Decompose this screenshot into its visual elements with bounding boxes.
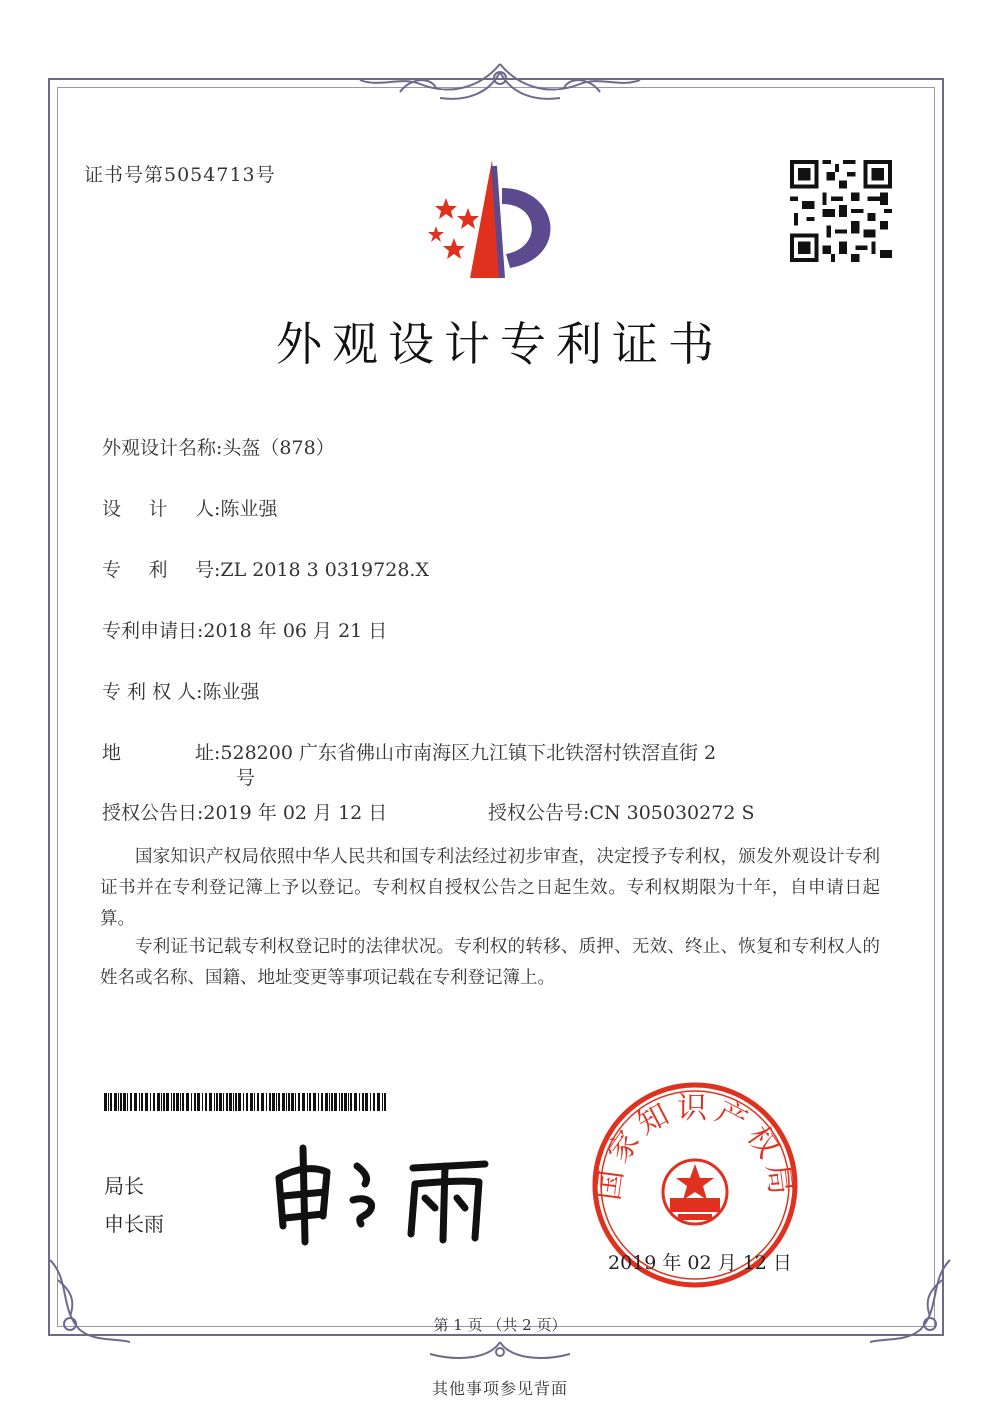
corner-ornament-bottom-left-icon — [40, 1250, 140, 1350]
barcode-bar — [197, 1093, 200, 1111]
barcode-bar — [216, 1093, 218, 1111]
barcode-bar — [365, 1093, 368, 1111]
barcode-bar — [362, 1093, 364, 1111]
barcode-bar — [377, 1093, 380, 1111]
barcode-bar — [194, 1093, 196, 1111]
barcode-bar — [209, 1093, 212, 1111]
barcode-bar — [157, 1093, 160, 1111]
barcode-bar — [261, 1093, 264, 1111]
field-label: 设 计 人 — [102, 498, 214, 520]
qr-code-icon — [790, 160, 892, 262]
field-value: 陈业强 — [202, 681, 260, 703]
barcode-bar — [214, 1093, 215, 1111]
page-number: 第 1 页 （共 2 页） — [433, 1316, 567, 1334]
field-label: 专利申请日: — [102, 620, 204, 642]
barcode-bar — [350, 1093, 352, 1111]
barcode-bar — [186, 1093, 189, 1111]
bottom-ornament-icon — [420, 1338, 580, 1368]
top-ornament-icon — [340, 58, 660, 108]
barcode-bar — [334, 1093, 337, 1111]
barcode-bar — [191, 1093, 192, 1111]
barcode-bar — [282, 1093, 285, 1111]
field-address-continued: 号 — [236, 767, 256, 789]
barcode-bar — [173, 1093, 175, 1111]
barcode-icon — [104, 1093, 386, 1111]
barcode-bar — [171, 1093, 172, 1111]
field-label: 地 址 — [102, 742, 214, 764]
barcode-bar — [127, 1093, 128, 1111]
field-label: 授权公告日: — [102, 802, 204, 824]
certificate-title: 外观设计专利证书 — [276, 317, 724, 371]
barcode-bar — [161, 1093, 162, 1111]
barcode-bar — [223, 1093, 224, 1111]
barcode-bar — [238, 1093, 241, 1111]
svg-text:国家知识产权局: 国家知识产权局 — [591, 1091, 799, 1203]
barcode-bar — [145, 1093, 148, 1111]
barcode-bar — [108, 1093, 109, 1111]
barcode-bar — [226, 1093, 228, 1111]
handwritten-signature-icon — [265, 1138, 495, 1248]
cnipa-emblem-icon — [410, 158, 560, 280]
field-label: 专 利 号 — [102, 559, 214, 581]
barcode-bar — [329, 1093, 330, 1111]
field-design-name — [102, 433, 335, 460]
barcode-bar — [298, 1093, 300, 1111]
barcode-bar — [341, 1093, 343, 1111]
barcode-bar — [325, 1093, 328, 1111]
field-patentee — [102, 677, 260, 704]
body-paragraph: 国家知识产权局依照中华人民共和国专利法经过初步审查，决定授予专利权，颁发外观设计专利证书并在专利登记簿上予以登记。专利权自授权公告之日起生效。专利权期限为十年，自申请日起算。 — [100, 847, 880, 929]
barcode-bar — [354, 1093, 357, 1111]
barcode-bar — [205, 1093, 207, 1111]
barcode-bar — [139, 1093, 140, 1111]
field-value: CN 305030272 S — [589, 802, 755, 824]
field-value: 陈业强 — [220, 498, 278, 520]
director-title: 局长 — [104, 1174, 144, 1198]
back-note: 其他事项参见背面 — [431, 1379, 568, 1398]
barcode-bar — [331, 1093, 333, 1111]
barcode-bar — [219, 1093, 222, 1111]
barcode-bar — [246, 1093, 248, 1111]
barcode-bar — [118, 1093, 119, 1111]
barcode-bar — [130, 1093, 132, 1111]
barcode-bar — [295, 1093, 296, 1111]
barcode-bar — [291, 1093, 294, 1111]
field-filing-date — [102, 616, 387, 643]
barcode-bar — [344, 1093, 347, 1111]
barcode-bar — [176, 1093, 179, 1111]
barcode-bar — [276, 1093, 277, 1111]
seal-date: 2019 年 02 月 12 日 — [608, 1252, 792, 1274]
barcode-bar — [114, 1093, 117, 1111]
corner-ornament-bottom-right-icon — [860, 1250, 960, 1350]
barcode-bar — [141, 1093, 143, 1111]
barcode-bar — [120, 1093, 122, 1111]
barcode-bar — [309, 1093, 311, 1111]
barcode-bar — [269, 1093, 271, 1111]
barcode-bar — [272, 1093, 275, 1111]
field-value: 头盔（878） — [222, 437, 335, 459]
barcode-bar — [318, 1093, 319, 1111]
barcode-bar — [104, 1093, 107, 1111]
barcode-bar — [321, 1093, 323, 1111]
barcode-bar — [153, 1093, 155, 1111]
barcode-bar — [339, 1093, 340, 1111]
barcode-bar — [235, 1093, 237, 1111]
barcode-bar — [243, 1093, 244, 1111]
barcode-bar — [254, 1093, 255, 1111]
barcode-bar — [182, 1093, 184, 1111]
field-patent-number: 专 利 号 :ZL 2018 3 0319728.X — [102, 555, 429, 582]
barcode-bar — [250, 1093, 253, 1111]
barcode-bar — [384, 1093, 386, 1111]
barcode-bar — [257, 1093, 259, 1111]
field-label: 外观设计名称: — [102, 437, 223, 459]
barcode-bar — [373, 1093, 375, 1111]
barcode-bar — [266, 1093, 267, 1111]
field-address: 地 址 :528200 广东省佛山市南海区九江镇下北铁滘村铁滘直街 2 — [102, 738, 716, 765]
barcode-bar — [278, 1093, 280, 1111]
barcode-bar — [163, 1093, 165, 1111]
barcode-bar — [180, 1093, 181, 1111]
barcode-bar — [229, 1093, 232, 1111]
barcode-bar — [123, 1093, 126, 1111]
barcode-bar — [307, 1093, 308, 1111]
field-value: ZL 2018 3 0319728.X — [220, 559, 429, 581]
barcode-bar — [313, 1093, 316, 1111]
field-value: 2018 年 06 月 21 日 — [203, 620, 388, 642]
barcode-bar — [166, 1093, 169, 1111]
field-label: 授权公告号: — [488, 802, 590, 824]
field-label: 专 利 权 人: — [102, 681, 203, 703]
barcode-bar — [302, 1093, 305, 1111]
field-value: 2019 年 02 月 12 日 — [203, 802, 388, 824]
barcode-bar — [202, 1093, 203, 1111]
certificate-number: 证书号第5054713号 — [84, 164, 276, 186]
barcode-bar — [286, 1093, 287, 1111]
barcode-bar — [359, 1093, 360, 1111]
barcode-bar — [134, 1093, 137, 1111]
body-paragraph: 专利证书记载专利权登记时的法律状况。专利权的转移、质押、无效、终止、恢复和专利权人的姓名或名称、国籍、地址变更等事项记载在专利登记簿上。 — [100, 937, 880, 988]
barcode-bar — [233, 1093, 234, 1111]
barcode-bar — [348, 1093, 349, 1111]
field-value: 528200 广东省佛山市南海区九江镇下北铁滘村铁滘直街 2 — [220, 742, 717, 764]
barcode-bar — [288, 1093, 290, 1111]
director-name: 申长雨 — [104, 1212, 164, 1236]
barcode-bar — [382, 1093, 383, 1111]
field-designer: 设 计 人 :陈业强 — [102, 494, 277, 521]
barcode-bar — [150, 1093, 151, 1111]
field-grant-date — [102, 798, 387, 825]
field-grant-number — [488, 798, 754, 825]
barcode-bar — [110, 1093, 112, 1111]
barcode-bar — [370, 1093, 371, 1111]
